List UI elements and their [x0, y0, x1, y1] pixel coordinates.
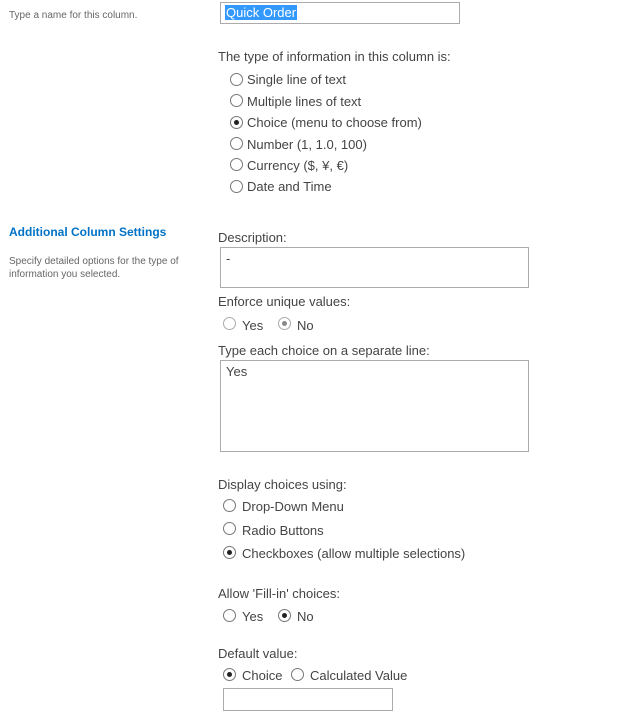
choices-textarea[interactable]	[220, 360, 529, 452]
choices-value: Yes	[226, 364, 248, 379]
display-checkboxes-label[interactable]: Checkboxes (allow multiple selections)	[242, 546, 466, 561]
enforce-unique-label: Enforce unique values:	[218, 294, 351, 309]
type-heading: The type of information in this column is:	[218, 49, 451, 64]
display-dropdown-label[interactable]: Drop-Down Menu	[242, 499, 344, 514]
enforce-no-radio[interactable]	[278, 317, 291, 330]
choices-label: Type each choice on a separate line:	[218, 343, 430, 358]
enforce-yes-label[interactable]: Yes	[242, 318, 264, 333]
type-date-time-radio[interactable]	[230, 180, 243, 193]
enforce-no-label[interactable]: No	[297, 318, 314, 333]
type-number-radio[interactable]	[230, 137, 243, 150]
display-choices-label: Display choices using:	[218, 477, 347, 492]
fillin-yes-label[interactable]: Yes	[242, 609, 264, 624]
type-single-line-radio[interactable]	[230, 73, 243, 86]
default-choice-label[interactable]: Choice	[242, 668, 283, 683]
description-label: Description:	[218, 230, 287, 245]
type-date-time-label[interactable]: Date and Time	[247, 179, 332, 194]
column-name-input[interactable]	[220, 2, 460, 24]
default-choice-radio[interactable]	[223, 668, 236, 681]
display-radio-buttons-label[interactable]: Radio Buttons	[242, 523, 324, 538]
type-single-line-label[interactable]: Single line of text	[247, 72, 347, 87]
type-number-label[interactable]: Number (1, 1.0, 100)	[247, 137, 367, 152]
column-name-hint: Type a name for this column.	[9, 10, 138, 21]
type-currency-label[interactable]: Currency ($, ¥, €)	[247, 158, 349, 173]
fillin-label: Allow 'Fill-in' choices:	[218, 586, 340, 601]
column-name-value: Quick Order	[226, 5, 297, 20]
display-checkboxes-radio[interactable]	[223, 546, 236, 559]
type-multiple-lines-radio[interactable]	[230, 94, 243, 107]
display-radio-buttons-radio[interactable]	[223, 522, 236, 535]
display-dropdown-radio[interactable]	[223, 499, 236, 512]
default-calculated-radio[interactable]	[291, 668, 304, 681]
default-value-label: Default value:	[218, 646, 298, 661]
fillin-yes-radio[interactable]	[223, 609, 236, 622]
type-currency-radio[interactable]	[230, 158, 243, 171]
additional-settings-title: Additional Column Settings	[9, 225, 167, 239]
enforce-yes-radio[interactable]	[223, 317, 236, 330]
additional-settings-hint: Specify detailed options for the type of information you selected.	[9, 256, 179, 280]
fillin-no-radio[interactable]	[278, 609, 291, 622]
type-multiple-lines-label[interactable]: Multiple lines of text	[247, 94, 362, 109]
type-choice-label[interactable]: Choice (menu to choose from)	[247, 115, 422, 130]
description-textarea[interactable]	[220, 247, 529, 288]
type-choice-radio[interactable]	[230, 116, 243, 129]
default-calculated-label[interactable]: Calculated Value	[310, 668, 408, 683]
description-value: -	[226, 251, 231, 266]
default-value-input[interactable]	[223, 688, 393, 711]
fillin-no-label[interactable]: No	[297, 609, 314, 624]
